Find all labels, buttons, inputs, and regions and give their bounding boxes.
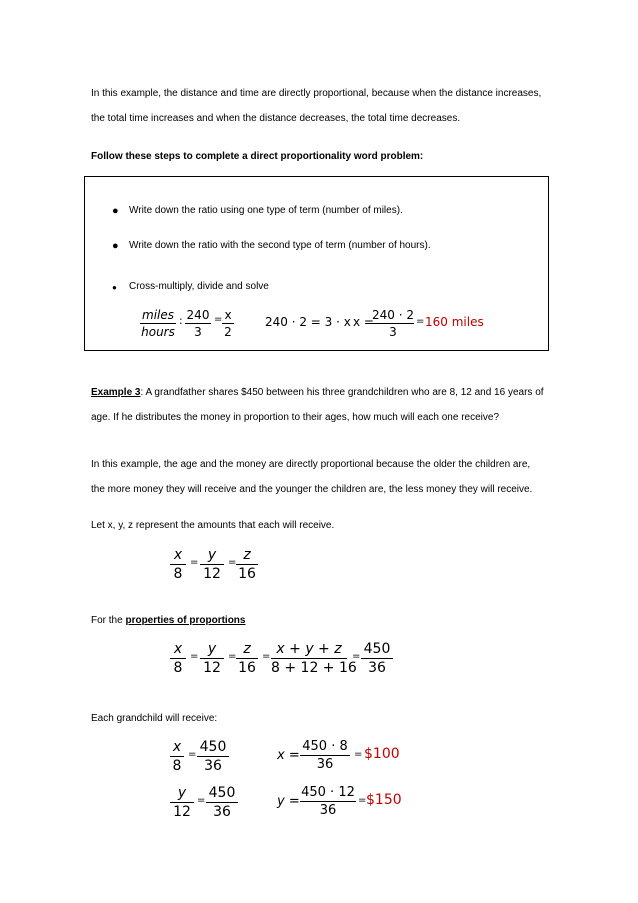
equals-sign: =	[188, 749, 197, 760]
fraction-z-16: z 16	[236, 641, 258, 676]
fraction-450x8-36: 450 · 8 36	[300, 739, 350, 772]
each-grandchild-text: Each grandchild will receive:	[91, 713, 218, 724]
result-160-miles: 160 miles	[425, 315, 484, 329]
fraction-y-12: y 12	[200, 547, 224, 582]
fraction-450x12-36: 450 · 12 36	[301, 785, 355, 818]
fraction-240-3: 240 3	[186, 308, 210, 339]
fraction-450-36: 450 36	[206, 785, 238, 820]
equals-sign: =	[190, 557, 199, 568]
fraction-y-12: y 12	[200, 641, 224, 676]
equals-sign: =	[354, 749, 363, 760]
equals-sign: =	[190, 651, 199, 662]
fraction-solve: 240 · 2 3	[372, 308, 414, 339]
bullet-icon: ●	[112, 205, 119, 217]
cross-multiply-equation: 240 · 2 = 3 · x	[265, 315, 351, 329]
fraction-y-12: y 12	[170, 785, 194, 820]
equals-sign: =	[214, 314, 223, 325]
equals-sign: =	[197, 795, 206, 806]
x-equals-label: x =	[277, 748, 300, 763]
steps-heading: Follow these steps to complete a direct proportionality word problem:	[91, 151, 424, 162]
step-text-3: Cross-multiply, divide and solve	[129, 281, 269, 292]
example-3-line-1	[91, 387, 544, 399]
fraction-x-8: x 8	[170, 641, 186, 676]
example-3-label: Example 3	[91, 387, 141, 398]
result-y-value: $150	[366, 792, 402, 808]
steps-box	[84, 176, 549, 351]
fraction-x-8: x 8	[170, 739, 184, 774]
fraction-450-36: 450 36	[197, 739, 229, 774]
explain-line-1: In this example, the age and the money are directly proportional because the older the children are,	[91, 459, 531, 470]
properties-prefix: For the	[91, 615, 126, 626]
fraction-sum: x + y + z 8 + 12 + 16	[271, 641, 357, 676]
equals-sign: =	[228, 651, 237, 662]
x-equals-label: x =	[353, 315, 374, 329]
equals-sign: =	[262, 651, 271, 662]
example-3-line-2: age. If he distributes the money in proportion to their ages, how much will each one receive?	[91, 412, 500, 423]
step-text-1: Write down the ratio using one type of term (number of miles).	[129, 205, 403, 216]
equals-sign: =	[352, 651, 361, 662]
properties-line	[91, 615, 245, 627]
result-x-value: $100	[364, 746, 400, 762]
fraction-z-16: z 16	[236, 547, 258, 582]
step-text-2: Write down the ratio with the second type of term (number of hours).	[129, 240, 431, 251]
equals-sign: =	[358, 795, 367, 806]
intro-line-1: In this example, the distance and time are directly proportional, because when the distance increases,	[91, 88, 542, 99]
colon-symbol: :	[179, 314, 183, 327]
fraction-x-8: x 8	[170, 547, 186, 582]
intro-line-2: the total time increases and when the distance decreases, the total time decreases.	[91, 113, 461, 124]
bullet-icon: ●	[112, 283, 117, 292]
example-3-text: : A grandfather shares $450 between his three grandchildren who are 8, 12 and 16 years of	[140, 387, 544, 398]
explain-line-2: the more money they will receive and the younger the children are, the less money they will receive.	[91, 484, 533, 495]
equals-sign: =	[228, 557, 237, 568]
properties-of-proportions-link[interactable]: properties of proportions	[125, 615, 246, 626]
let-xyz-text: Let x, y, z represent the amounts that each will receive.	[91, 520, 335, 531]
equals-sign: =	[416, 316, 425, 327]
fraction-x-2: x 2	[222, 308, 234, 339]
miles-hours-fraction: miles hours	[141, 308, 175, 339]
y-equals-label: y =	[277, 794, 300, 809]
fraction-450-36: 450 36	[361, 641, 393, 676]
bullet-icon: ●	[112, 240, 119, 252]
